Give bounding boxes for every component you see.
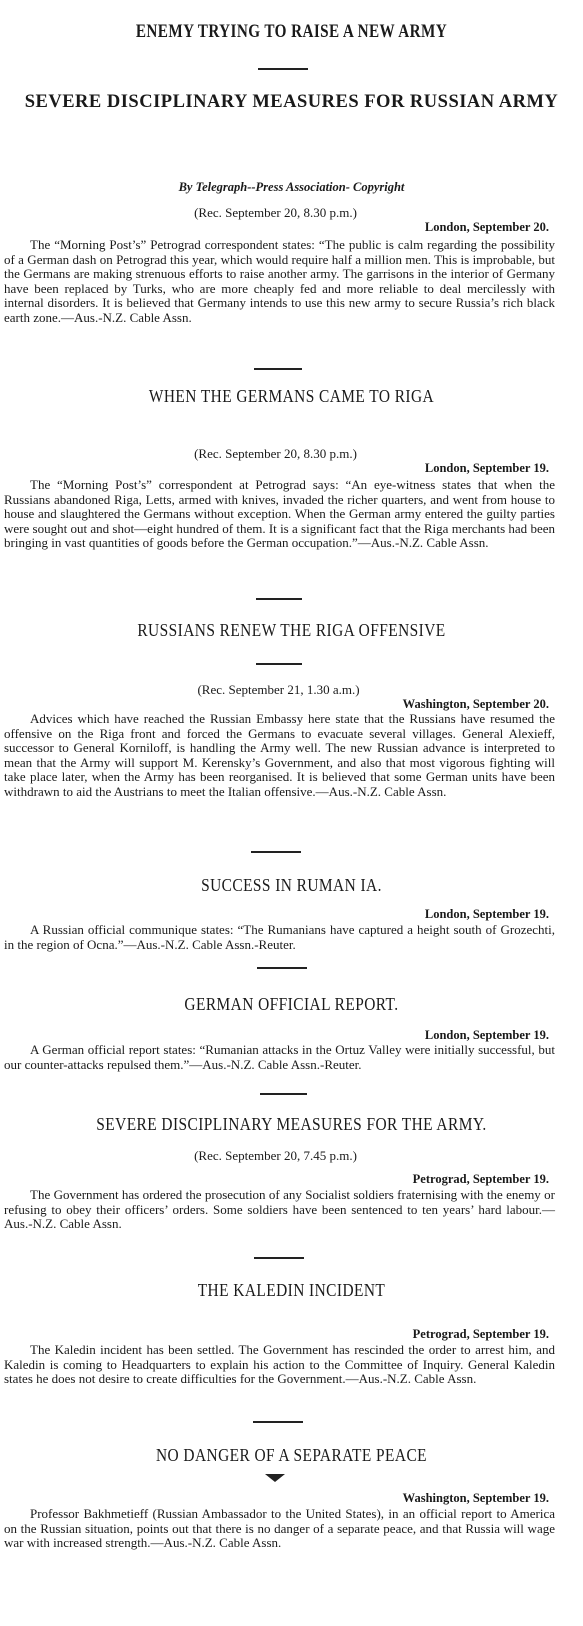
headline-disciplinary-army: SEVERE DISCIPLINARY MEASURES FOR THE ARMY. — [96, 1114, 487, 1134]
article-body: A Russian official communique states: “The Rumanians have captured a height south of Grozechti, in the region of Ocna.”—Aus.-N.Z. Cable Assn.-Reuter. — [4, 922, 555, 952]
dateline-date: September 19. — [472, 907, 549, 921]
dateline — [425, 1028, 549, 1043]
divider — [256, 598, 302, 600]
dateline — [403, 697, 549, 712]
article-body: A German official report states: “Rumanian attacks in the Ortuz Valley were initially successful, but our counter-attacks repulsed them.”—Aus.-N.Z. Cable Assn.-Reuter. — [4, 1042, 555, 1072]
divider — [260, 1093, 307, 1095]
divider — [256, 663, 302, 665]
dateline-place: London, — [424, 1028, 470, 1042]
headline-kaledin-incident: THE KALEDIN INCIDENT — [197, 1280, 386, 1300]
dateline-place: Washington, — [402, 697, 470, 711]
dateline-date: September 19. — [472, 1327, 549, 1341]
headline-germans-riga: WHEN THE GERMANS CAME TO RIGA — [148, 386, 435, 406]
press-credit: By Telegraph--Press Association- Copyright — [178, 180, 405, 194]
dateline-place: London, — [424, 907, 470, 921]
dateline — [425, 907, 549, 922]
dateline-date: September 19. — [472, 1172, 549, 1186]
received-time: (Rec. September 20, 8.30 p.m.) — [194, 446, 357, 461]
headline-no-separate-peace: NO DANGER OF A SEPARATE PEACE — [155, 1445, 428, 1465]
dateline-date: September 20. — [472, 220, 549, 234]
headline-success-rumania: SUCCESS IN RUMAN IA. — [201, 875, 382, 895]
received-time: (Rec. September 21, 1.30 a.m.) — [197, 682, 360, 697]
dateline-date: September 19. — [472, 1028, 549, 1042]
divider — [254, 368, 302, 370]
dateline-place: Petrograd, — [412, 1172, 470, 1186]
dateline-date: September 19. — [472, 461, 549, 475]
subheadline-disciplinary-russian-army: SEVERE DISCIPLINARY MEASURES FOR RUSSIAN ARMY — [24, 92, 559, 112]
dateline-place: London, — [424, 461, 470, 475]
dateline-place: London, — [424, 220, 470, 234]
article-body: Advices which have reached the Russian Embassy here state that the Russians have resumed the offensive on the Riga front and forced the Germans to evacuate several villages. General Alexieff, successor to General Korniloff, is handling the Army well. The new Russian advance is interpreted to mean that the Army will support M. Kerensky’s Government, and also that most vigorous fighting will take place later, when the Army has been reorganised. It is believed that some German units have been withdrawn to aid the Austrians to meet the Italian offensive.—Aus.-N.Z. Cable Assn. — [4, 711, 555, 799]
headline-russians-renew: RUSSIANS RENEW THE RIGA OFFENSIVE — [137, 620, 446, 640]
divider — [258, 68, 308, 70]
dateline-date: September 20. — [472, 697, 549, 711]
article-body: Professor Bakhmetieff (Russian Ambassador to the United States), in an official report to America on the Russian situation, points out that there is no danger of a separate peace, and that Russia will wage war with increased strength.—Aus.-N.Z. Cable Assn. — [4, 1506, 555, 1550]
divider-ornament — [265, 1474, 285, 1482]
divider — [253, 1421, 303, 1423]
dateline — [425, 220, 549, 235]
dateline-date: September 19. — [472, 1491, 549, 1505]
dateline — [403, 1491, 549, 1506]
article-body: The Kaledin incident has been settled. The Government has rescinded the order to arrest him, and Kaledin is coming to Headquarters to explain his action to the Committee of Inquiry. General Kaledin states he does not desire to create difficulties for the Government.—Aus.-N.Z. Cable Assn. — [4, 1342, 555, 1386]
dateline-place: Petrograd, — [412, 1327, 470, 1341]
divider — [251, 851, 301, 853]
received-time: (Rec. September 20, 8.30 p.m.) — [194, 205, 357, 220]
dateline — [425, 461, 549, 476]
divider — [257, 967, 307, 969]
headline-enemy-new-army: ENEMY TRYING TO RAISE A NEW ARMY — [135, 21, 448, 42]
dateline — [413, 1172, 549, 1187]
dateline-place: Washington, — [402, 1491, 470, 1505]
divider — [254, 1257, 304, 1259]
headline-german-official-report: GERMAN OFFICIAL REPORT. — [184, 994, 399, 1014]
dateline — [413, 1327, 549, 1342]
article-body: The “Morning Post’s” correspondent at Petrograd says: “An eye-witness states that when the Russians abandoned Riga, Letts, armed with knives, invaded the richer quarters, and went from house to house and slaughtered the Germans without exception. When the German army entered the guilty parties were sought out and shot—eight hundred of them. It is a significant fact that the Riga merchants had been bringing in vast quantities of goods before the German occupation.”—Aus.-N.Z. Cable Assn. — [4, 477, 555, 550]
received-time: (Rec. September 20, 7.45 p.m.) — [194, 1148, 357, 1163]
article-body: The Government has ordered the prosecution of any Socialist soldiers fraternising with the enemy or refusing to obey their officers’ orders. Some soldiers have been sentenced to ten years’ hard labour.—Aus.-N.Z. Cable Assn. — [4, 1187, 555, 1231]
article-body: The “Morning Post’s” Petrograd correspondent states: “The public is calm regarding the possibility of a German dash on Petrograd this year, which would require half a million men. This is improbable, but the Germans are making strenuous efforts to raise another army. The garrisons in the interior of Germany have been replaced by Turks, who are more cheaply fed and more reliable to deal mercilessly with internal disorders. It is believed that Germany intends to use this new army to secure Russia’s rich black earth zone.—Aus.-N.Z. Cable Assn. — [4, 237, 555, 325]
